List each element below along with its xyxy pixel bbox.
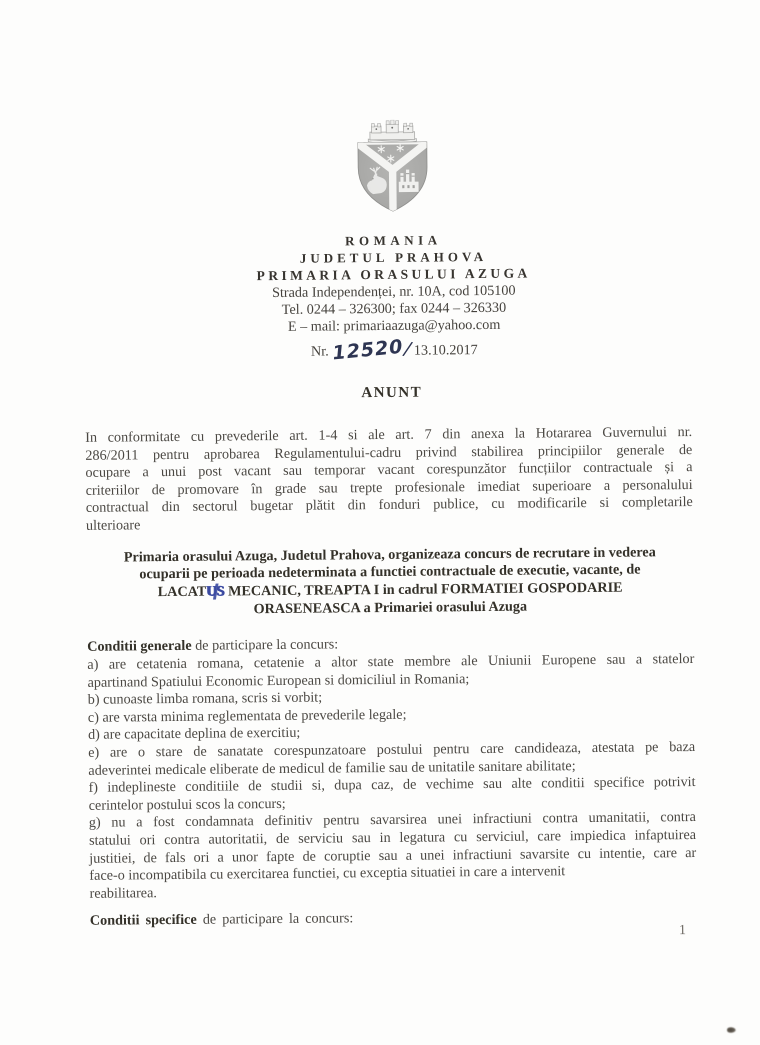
letterhead-phone-fax: Tel. 0244 – 326300; fax 0244 – 326330 [281,299,507,318]
condition-line: apartinand Spatiului Economic European si domiciliul in Romania; [87,670,470,691]
letterhead-county: JUDETUL PRAHOVA [299,248,488,266]
intro-line: contractual din sectorul bugetar plătit din fonduri publice, cu modificarile si completarile [85,494,693,517]
heading-bold-text: Conditii generale [87,638,192,656]
scan-smudge-artifact [727,1027,736,1033]
condition-line: reabilitarea. [89,884,157,902]
heading-rest-text: de participare la concurs: [191,636,339,655]
heading-bold-text: Conditii specifice [89,912,197,930]
page-number: 1 [678,923,687,939]
condition-line: c) are varsta minima reglementata de prevederile legale; [87,706,407,726]
general-conditions-section [87,633,697,903]
letterhead-email: E – mail: primariaazuga@yahoo.com [287,316,501,335]
job-title-text: LACAT [157,583,207,601]
condition-line: b) cunoaste limba romana, scris si vorbit; [87,689,323,708]
condition-line: face-o incompatibila cu exercitarea functiei, cu exceptia situatiei in care a intervenit [89,863,566,884]
pen-overwritten-letters: US [206,583,225,600]
intro-paragraph [85,424,693,535]
handwritten-registration-number: 12520 [331,335,405,365]
intro-line: ulterioare [85,517,141,534]
letterhead-institution: PRIMARIA ORASULUI AZUGA [256,265,531,284]
letterhead [13,228,760,366]
condition-line: adeverintei medicale eliberate de medicul de familie sau de unitatile sanitare abilitate; [88,757,576,779]
announcement-line: ocuparii pe perioada nedeterminata a functiei contractuale de executie, vacante, de [139,561,641,583]
registration-line [14,333,760,366]
intro-line: criteriilor de promovare în grade sau trepte profesionale imediat superioare a personalului [85,476,693,499]
shield-icon [358,142,427,213]
condition-line: statului ori contra autoritatii, de serviciu sau in legatura cu serviciul, care impiedica infaptuirea [88,826,697,849]
condition-line: e) are o stare de sanatate corespunzatoare postului pentru care candideaza, atestata pe baza [88,738,696,761]
registration-label: Nr. [310,343,329,360]
letterhead-country: ROMANIA [344,232,442,249]
condition-line: cerintelor postului scos la concurs; [88,795,286,814]
job-title-text: MECANIC, TREAPTA I in cadrul FORMATIEI GOSPODARIE [224,579,623,600]
condition-line: justitiei, de fals ori a unor fapte de coruptie sau a unei infractiuni savarsite cu intentie, care ar [89,844,697,867]
intro-line: ocupare a unui post vacant sau temporar vacant corespunzător funcțiilor contractuale și a [85,459,693,482]
intro-line: 286/2011 pentru aprobarea Regulamentului-cadru privind stabilirea principiilor generale de [85,441,693,464]
announcement-line: ORASENEASCA a Primariei orasului Azuga [253,598,528,617]
mural-crown-icon [368,120,416,144]
condition-line: g) nu a fost condamnata definitiv pentru savarsirea unei infractiuni contra umanitatii, contra [88,809,696,832]
document-body [85,424,697,931]
announcement-line: Primaria orasului Azuga, Judetul Prahova, organizeaza concurs de recrutare in vederea [123,543,656,566]
condition-line: a) are cetatenia romana, cetatenie a altor state membre ale Uniunii Europene sau a statelor [87,650,695,673]
letterhead-address: Strada Independenței, nr. 10A, cod 105100 [271,282,516,302]
condition-line: d) are capacitate deplina de exercitiu; [87,725,301,744]
announcement-paragraph [86,544,694,621]
coat-of-arms-graphic [349,119,436,213]
document-title: ANUNT [361,384,423,402]
specific-conditions-heading [90,907,697,930]
azuga-coat-of-arms [349,119,436,218]
intro-line: In conformitate cu prevederile art. 1-4 si ale art. 7 din anexa la Hotararea Guvernului nr. [85,424,693,446]
condition-line: f) indeplineste conditiile de studii si, dupa caz, de vechime sau alte conditii specifice potrivit [88,774,696,796]
registration-date: 13.10.2017 [413,342,478,359]
handwritten-slash: / [403,338,413,361]
heading-rest-text: de participare la concurs: [196,910,354,929]
